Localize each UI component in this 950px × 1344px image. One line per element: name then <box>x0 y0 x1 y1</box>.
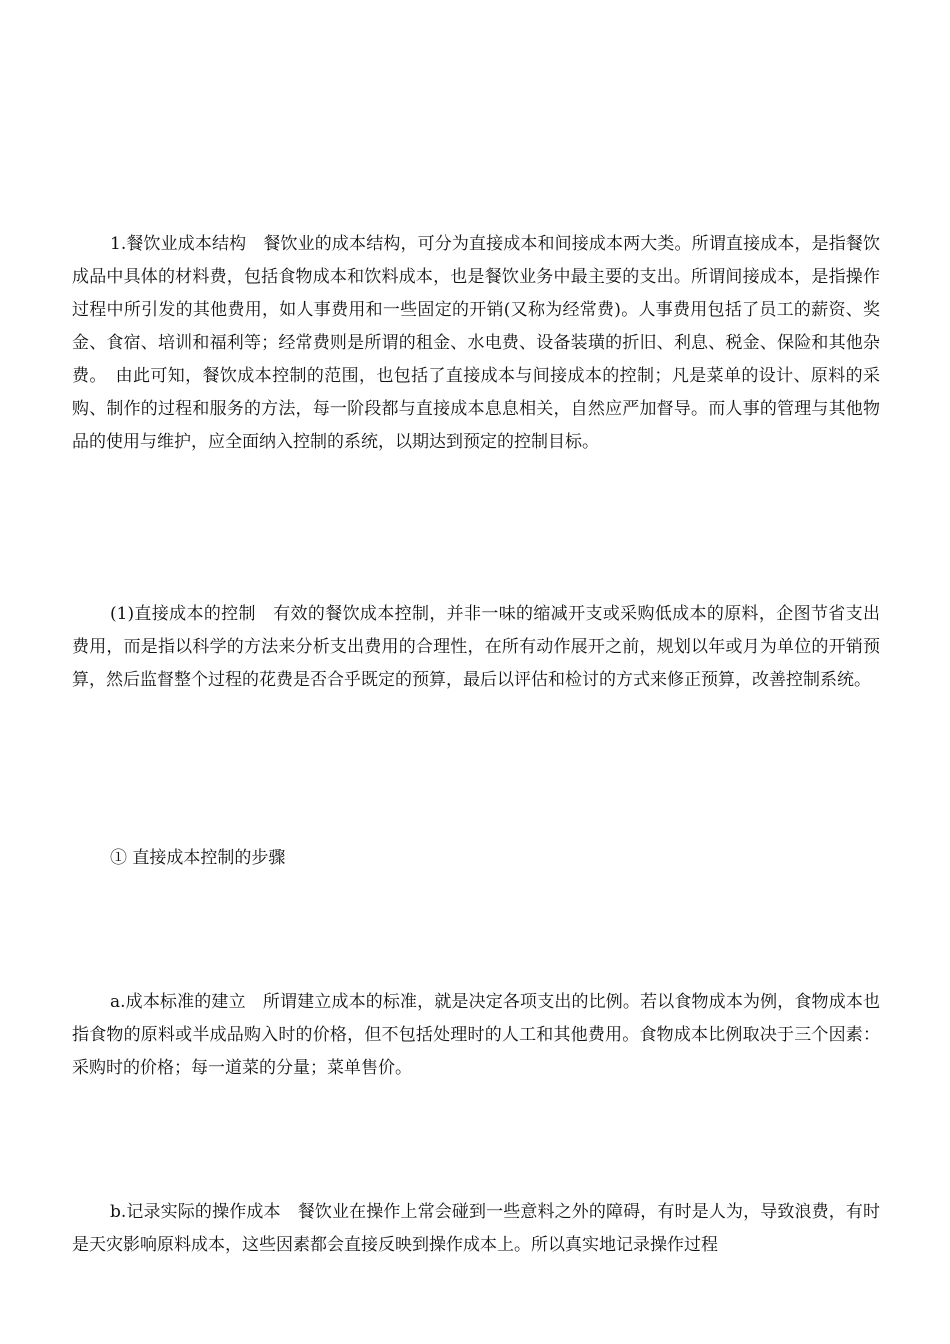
heading-direct-cost-steps: ① 直接成本控制的步骤 <box>110 848 286 868</box>
paragraph-actual-operating-cost: b.记录实际的操作成本 餐饮业在操作上常会碰到一些意料之外的障碍，有时是人为，导致浪费，有时是天灾影响原料成本，这些因素都会直接反映到操作成本上。所以真实地记录操作过程 <box>72 1202 880 1255</box>
paragraph-cost-standard: a.成本标准的建立 所谓建立成本的标准，就是决定各项支出的比例。若以食物成本为例，食物成本也指食物的原料或半成品购入时的价格，但不包括处理时的人工和其他费用。食物成本比例取决于三个因素：采购时的价格；每一道菜的分量；菜单售价。 <box>72 992 880 1078</box>
paragraph-cost-structure: 1.餐饮业成本结构 餐饮业的成本结构，可分为直接成本和间接成本两大类。所谓直接成本，是指餐饮成品中具体的材料费，包括食物成本和饮料成本，也是餐饮业务中最主要的支出。所谓间接成本，是指操作过程中所引发的其他费用，如人事费用和一些固定的开销(又称为经常费)。人事费用包括了员工的薪资、奖金、食宿、培训和福利等；经常费则是所谓的租金、水电费、设备装璜的折旧、利息、税金、保险和其他杂费。 由此可知，餐饮成本控制的范围，也包括了直接成本与间接成本的控制；凡是菜单的设计、原料的采购、制作的过程和服务的方法，每一阶段都与直接成本息息相关，自然应严加督导。而人事的管理与其他物品的使用与维护，应全面纳入控制的系统，以期达到预定的控制目标。 <box>72 234 880 452</box>
paragraph-direct-cost-control: (1)直接成本的控制 有效的餐饮成本控制，并非一味的缩减开支或采购低成本的原料，企图节省支出费用，而是指以科学的方法来分析支出费用的合理性，在所有动作展开之前，规划以年或月为单位的开销预算，然后监督整个过程的花费是否合乎既定的预算，最后以评估和检讨的方式来修正预算，改善控制系统。 <box>72 604 880 690</box>
